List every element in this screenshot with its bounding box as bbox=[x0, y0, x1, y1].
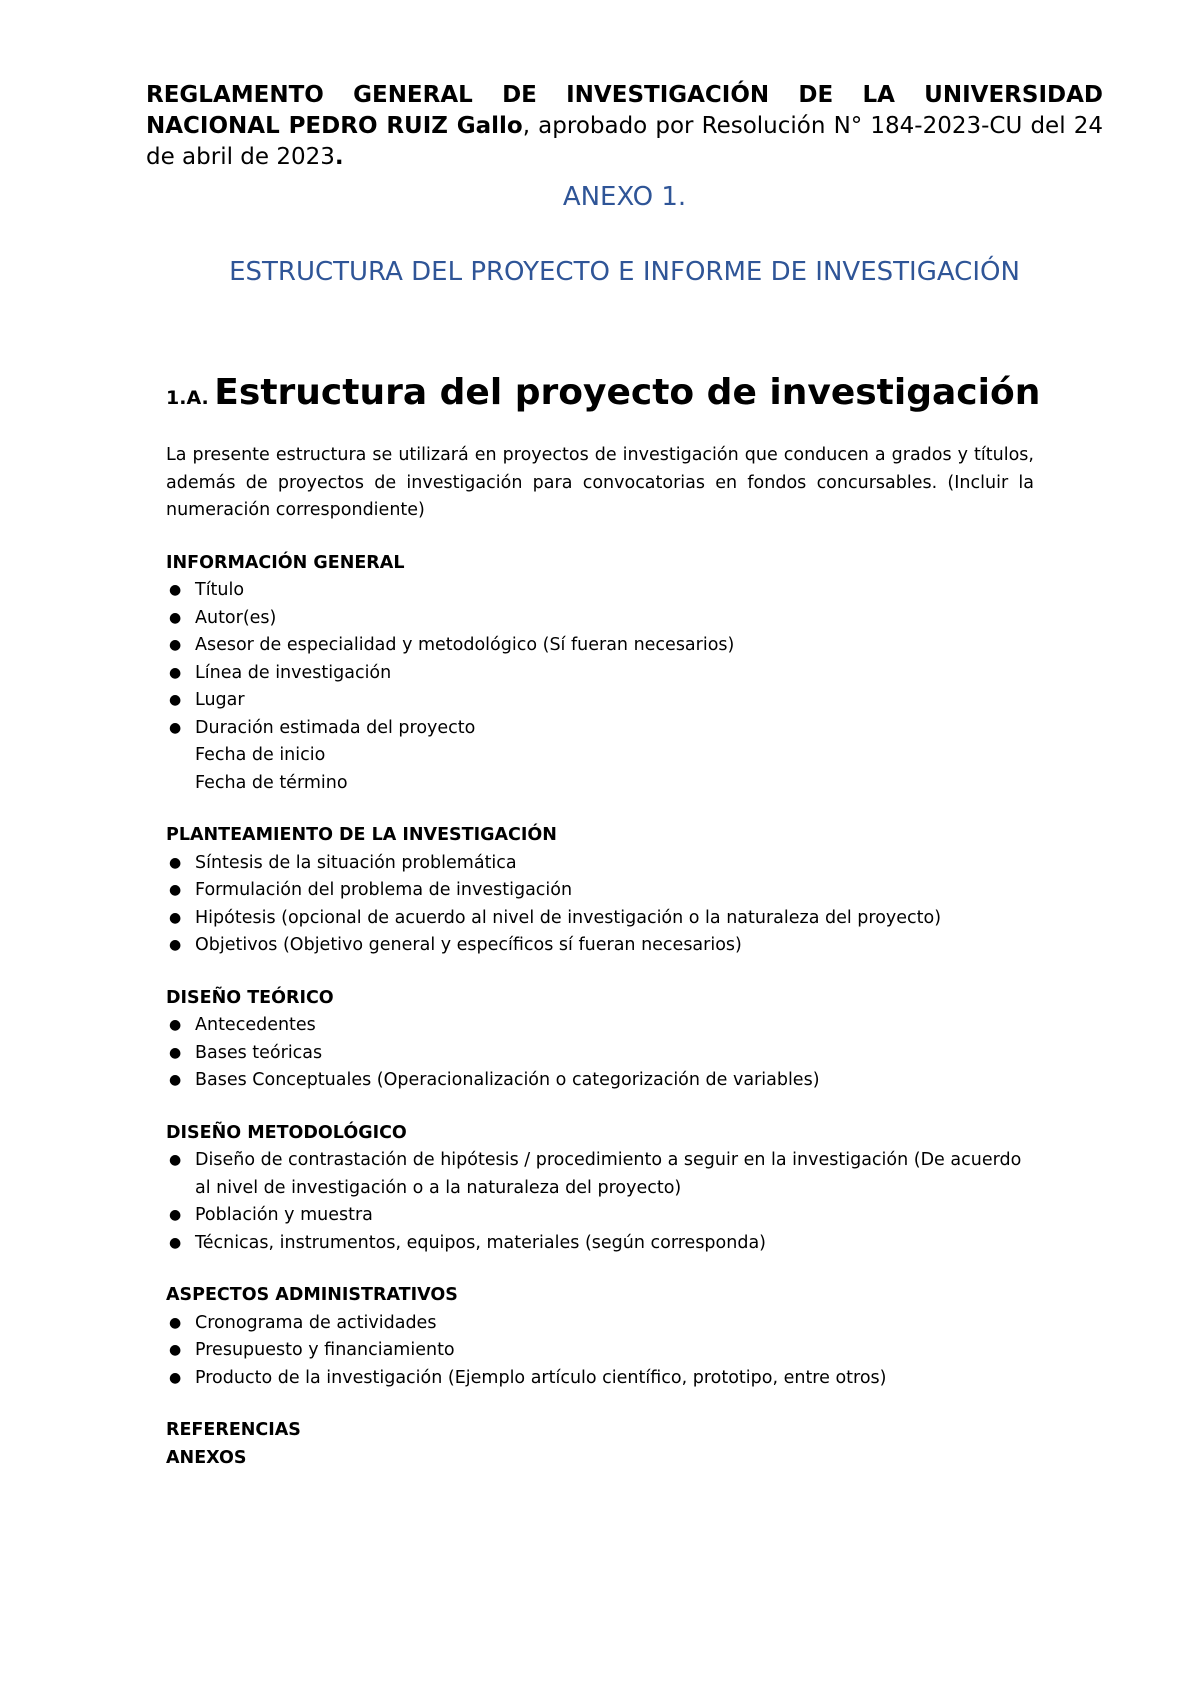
list-item bbox=[166, 1040, 1034, 1068]
regulation-approval: , aprobado por Resolución N° 184-2023-CU del 24 de abril de 2023 bbox=[146, 113, 1103, 170]
annex-title: ANEXO 1. bbox=[562, 182, 687, 212]
group-title: ASPECTOS ADMINISTRATIVOS bbox=[166, 1285, 458, 1305]
list-item-text: Diseño de contrastación de hipótesis / procedimiento a seguir en la investigación (De acuerdo al nivel de investigación o a la naturaleza del proyecto) bbox=[195, 1150, 1022, 1198]
list-item-text: Antecedentes bbox=[195, 1015, 316, 1035]
bullet-icon: ● bbox=[169, 582, 182, 598]
list-item bbox=[166, 715, 1034, 743]
list-item bbox=[166, 605, 1034, 633]
list-item-text: Formulación del problema de investigación bbox=[195, 880, 573, 900]
bullet-icon: ● bbox=[169, 854, 182, 871]
group-title: INFORMACIÓN GENERAL bbox=[166, 552, 405, 573]
bullet-icon: ● bbox=[169, 1369, 182, 1386]
section-heading bbox=[166, 372, 1040, 413]
bullet-icon: ● bbox=[169, 937, 182, 953]
end-date-line: Fecha de término bbox=[195, 772, 348, 793]
bullet-icon: ● bbox=[169, 1152, 182, 1168]
bullet-icon: ● bbox=[169, 1207, 182, 1223]
list-item bbox=[166, 577, 1034, 605]
list-item-text: Hipótesis (opcional de acuerdo al nivel de investigación o la naturaleza del proyecto) bbox=[195, 907, 942, 928]
start-date-line: Fecha de inicio bbox=[195, 745, 326, 765]
list-item-text: Título bbox=[195, 580, 245, 600]
bullet-icon: ● bbox=[169, 1342, 182, 1358]
bullet-icon: ● bbox=[169, 1044, 182, 1061]
list-item-text: Objetivos (Objetivo general y específicos sí fueran necesarios) bbox=[195, 935, 742, 955]
list-item bbox=[166, 632, 1034, 660]
list-item bbox=[166, 1202, 1034, 1230]
list-item-text: Presupuesto y financiamiento bbox=[195, 1340, 455, 1360]
bullet-icon: ● bbox=[169, 692, 182, 708]
group-aspectos-administrativos bbox=[166, 1282, 1034, 1392]
list-item-text: Producto de la investigación (Ejemplo artículo científico, prototipo, entre otros) bbox=[195, 1367, 887, 1388]
bullet-list bbox=[166, 1310, 1034, 1393]
list-item bbox=[166, 905, 1034, 933]
bullet-list bbox=[166, 577, 1034, 742]
list-item-text: Lugar bbox=[195, 690, 245, 710]
bullet-icon: ● bbox=[169, 1314, 182, 1331]
document-body bbox=[166, 442, 1034, 1472]
list-item bbox=[166, 1147, 1034, 1202]
bullet-list bbox=[166, 850, 1034, 960]
bullet-icon: ● bbox=[169, 1072, 182, 1088]
group-diseno-teorico bbox=[166, 985, 1034, 1095]
list-item bbox=[166, 850, 1034, 878]
list-item bbox=[166, 660, 1034, 688]
regulation-end-punct: . bbox=[334, 144, 344, 170]
group-title: PLANTEAMIENTO DE LA INVESTIGACIÓN bbox=[166, 825, 557, 845]
intro-paragraph: La presente estructura se utilizará en proyectos de investigación que conducen a grados y títulos, además de proyectos de investigación para convocatorias en fondos concursables. (Incluir la numeración correspondiente) bbox=[166, 445, 1034, 520]
bullet-icon: ● bbox=[169, 664, 182, 681]
group-title: DISEÑO METODOLÓGICO bbox=[166, 1122, 407, 1143]
list-item-text: Bases Conceptuales (Operacionalización o categorización de variables) bbox=[195, 1070, 820, 1090]
list-item-text: Síntesis de la situación problemática bbox=[195, 852, 517, 873]
bullet-icon: ● bbox=[169, 637, 182, 653]
list-item-text: Línea de investigación bbox=[195, 662, 392, 683]
list-item bbox=[166, 1230, 1034, 1258]
regulation-header bbox=[146, 80, 1103, 173]
group-title: DISEÑO TEÓRICO bbox=[166, 987, 334, 1008]
bullet-list bbox=[166, 1147, 1034, 1257]
list-item-text: Autor(es) bbox=[195, 607, 277, 628]
bullet-icon: ● bbox=[169, 1017, 182, 1033]
list-item bbox=[166, 877, 1034, 905]
group-planteamiento bbox=[166, 822, 1034, 960]
section-number: 1.A. bbox=[166, 387, 209, 409]
list-item-text: Cronograma de actividades bbox=[195, 1312, 437, 1333]
annex-subtitle: ESTRUCTURA DEL PROYECTO E INFORME DE INVESTIGACIÓN bbox=[229, 257, 1020, 287]
list-item-text: Población y muestra bbox=[195, 1205, 373, 1225]
section-title: Estructura del proyecto de investigación bbox=[214, 372, 1041, 413]
list-item bbox=[166, 1067, 1034, 1095]
group-diseno-metodologico bbox=[166, 1120, 1034, 1258]
bullet-icon: ● bbox=[169, 719, 182, 736]
list-item bbox=[166, 932, 1034, 960]
list-item bbox=[166, 1012, 1034, 1040]
bullet-icon: ● bbox=[169, 909, 182, 926]
list-item-text: Duración estimada del proyecto bbox=[195, 717, 476, 738]
group-informacion-general bbox=[166, 550, 1034, 798]
list-item-text: Técnicas, instrumentos, equipos, materiales (según corresponda) bbox=[195, 1232, 766, 1253]
annexes-heading: ANEXOS bbox=[166, 1447, 247, 1468]
regulation-title: REGLAMENTO GENERAL DE INVESTIGACIÓN DE LA UNIVERSIDAD NACIONAL PEDRO RUIZ Gallo bbox=[146, 82, 1103, 139]
bullet-icon: ● bbox=[169, 882, 182, 898]
list-item bbox=[166, 1337, 1034, 1365]
references-heading: REFERENCIAS bbox=[166, 1420, 301, 1440]
bullet-icon: ● bbox=[169, 609, 182, 626]
list-item-text: Bases teóricas bbox=[195, 1042, 323, 1063]
bullet-list bbox=[166, 1012, 1034, 1095]
bullet-icon: ● bbox=[169, 1234, 182, 1251]
list-item bbox=[166, 1365, 1034, 1393]
list-item bbox=[166, 1310, 1034, 1338]
list-item bbox=[166, 687, 1034, 715]
list-item-text: Asesor de especialidad y metodológico (Sí fueran necesarios) bbox=[195, 635, 735, 655]
